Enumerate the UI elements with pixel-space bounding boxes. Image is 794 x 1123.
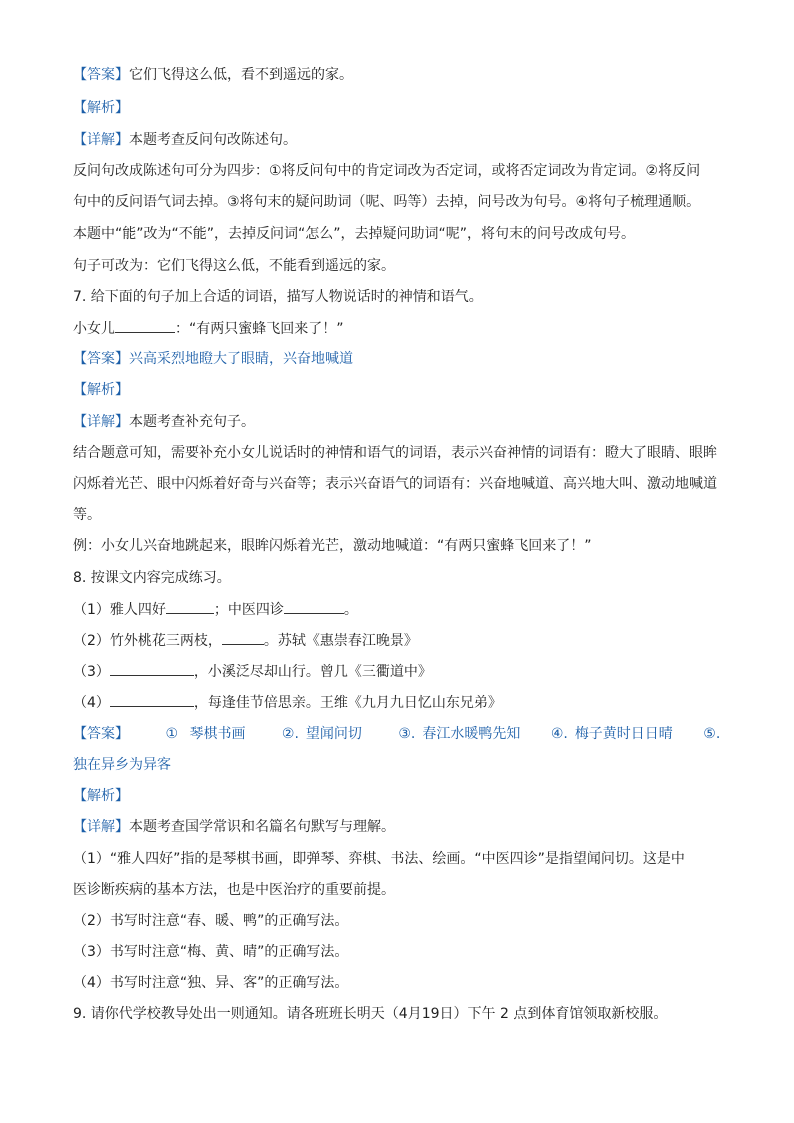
question-9: 9. 请你代学校教导处出一则通知。请各班班长明天（4月19日）下午 2 点到体育馆领取新校服。 bbox=[73, 1006, 668, 1022]
answer-tag: 【答案】 bbox=[73, 67, 129, 83]
paragraph: 结合题意可知，需要补充小女儿说话时的神情和语气的词语，表示兴奋神情的词语有：瞪大了眼睛、眼眸 bbox=[73, 445, 717, 461]
paragraph: （4）书写时注意“独、异、客”的正确写法。 bbox=[73, 975, 349, 991]
answer-text: 它们飞得这么低，看不到遥远的家。 bbox=[129, 67, 353, 83]
answer-text: 梅子黄时日日晴 bbox=[574, 726, 673, 742]
q8-item-4 bbox=[73, 692, 733, 713]
answer-num: ④. bbox=[550, 726, 568, 742]
analysis-tag: 【解析】 bbox=[73, 382, 129, 398]
answer-text: 兴高采烈地瞪大了眼睛，兴奋地喊道 bbox=[129, 351, 353, 367]
q7-answer-line bbox=[73, 349, 733, 369]
q8-item-1 bbox=[73, 599, 733, 620]
answer-text: 望闻问切 bbox=[305, 726, 362, 742]
paragraph: 医诊断疾病的基本方法，也是中医治疗的重要前提。 bbox=[73, 882, 395, 898]
blank bbox=[166, 599, 214, 614]
item-text: （2）竹外桃花三两枝， bbox=[73, 633, 222, 649]
q8-item-2 bbox=[73, 630, 733, 651]
blank bbox=[284, 599, 344, 614]
detail-tag: 【详解】 bbox=[73, 819, 129, 835]
sentence-part: 小女儿 bbox=[73, 321, 115, 337]
blank bbox=[222, 630, 264, 645]
q8-answer-line bbox=[73, 724, 733, 744]
answer-text: 春江水暖鸭先知 bbox=[422, 726, 521, 742]
item-text: ，小溪泛尽却山行。曾几《三衢道中》 bbox=[193, 664, 432, 680]
sentence-part: ：“有两只蜜蜂飞回来了！” bbox=[175, 321, 344, 337]
blank bbox=[115, 318, 175, 333]
answer-tag: 【答案】 bbox=[73, 351, 129, 367]
paragraph: 句子可改为：它们飞得这么低，不能看到遥远的家。 bbox=[73, 258, 395, 274]
blank bbox=[110, 661, 194, 676]
q7-detail-line bbox=[73, 412, 733, 432]
item-text: ；中医四诊 bbox=[213, 602, 284, 618]
paragraph: （1）“雅人四好”指的是琴棋书画，即弹琴、弈棋、书法、绘画。“中医四诊”是指望闻问切。这是中 bbox=[73, 851, 685, 867]
paragraph: （2）书写时注意“春、暖、鸭”的正确写法。 bbox=[73, 913, 349, 929]
q8-item-3 bbox=[73, 661, 733, 682]
answer-num: ②. bbox=[281, 726, 299, 742]
answer-num: ① bbox=[165, 726, 179, 742]
q6-answer-line bbox=[73, 65, 733, 85]
item-text: （1）雅人四好 bbox=[73, 602, 166, 618]
item-text: 。苏轼《惠崇春江晚景》 bbox=[263, 633, 418, 649]
detail-text: 本题考查补充句子。 bbox=[129, 414, 255, 430]
q7-sentence bbox=[73, 318, 733, 339]
item-text: 。 bbox=[343, 602, 358, 618]
question-7: 7. 给下面的句子加上合适的词语，描写人物说话时的神情和语气。 bbox=[73, 289, 483, 305]
detail-tag: 【详解】 bbox=[73, 132, 129, 148]
analysis-tag: 【解析】 bbox=[73, 788, 129, 804]
detail-tag: 【详解】 bbox=[73, 414, 129, 430]
analysis-tag: 【解析】 bbox=[73, 100, 129, 116]
paragraph: 本题中“能”改为“不能”，去掉反问词“怎么”，去掉疑问助词“呢”，将句末的问号改成句号。 bbox=[73, 226, 636, 242]
item-text: （3） bbox=[73, 664, 110, 680]
answer-tag: 【答案】 bbox=[73, 726, 129, 742]
paragraph: 反问句改成陈述句可分为四步：①将反问句中的肯定词改为否定词，或将否定词改为肯定词。②将反问 bbox=[73, 163, 701, 179]
item-text: （4） bbox=[73, 695, 110, 711]
q6-detail-line bbox=[73, 130, 733, 150]
answer-text: 独在异乡为异客 bbox=[73, 757, 171, 773]
paragraph: 句中的反问语气词去掉。③将句末的疑问助词（呢、吗等）去掉，问号改为句号。④将句子梳理通顺。 bbox=[73, 194, 701, 210]
item-text: ，每逢佳节倍思亲。王维《九月九日忆山东兄弟》 bbox=[193, 695, 502, 711]
answer-text: 琴棋书画 bbox=[189, 726, 246, 742]
paragraph: 例：小女儿兴奋地跳起来，眼眸闪烁着光芒，激动地喊道：“有两只蜜蜂飞回来了！” bbox=[73, 538, 592, 554]
paragraph: 等。 bbox=[73, 507, 101, 523]
answer-num: ⑤. bbox=[703, 726, 721, 742]
paragraph: 闪烁着光芒、眼中闪烁着好奇与兴奋等；表示兴奋语气的词语有：兴奋地喊道、高兴地大叫、激动地喊道 bbox=[73, 476, 717, 492]
question-8: 8. 按课文内容完成练习。 bbox=[73, 570, 231, 586]
blank bbox=[110, 692, 194, 707]
q8-detail-line bbox=[73, 817, 733, 837]
detail-text: 本题考查反问句改陈述句。 bbox=[129, 132, 297, 148]
detail-text: 本题考查国学常识和名篇名句默写与理解。 bbox=[129, 819, 395, 835]
answer-num: ③. bbox=[398, 726, 416, 742]
paragraph: （3）书写时注意“梅、黄、晴”的正确写法。 bbox=[73, 944, 349, 960]
